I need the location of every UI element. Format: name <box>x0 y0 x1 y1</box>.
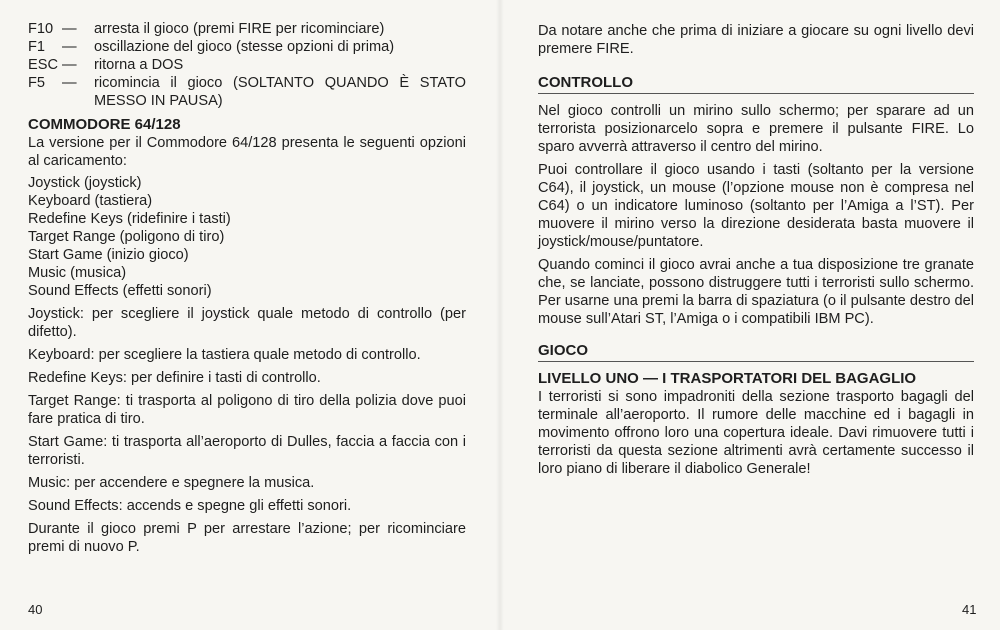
key-label: F1 <box>28 39 46 55</box>
c64-intro-paragraph: La versione per il Commodore 64/128 presenta le seguenti opzioni al caricamento: <box>28 135 466 169</box>
key-row-f10 <box>28 20 466 38</box>
key-description: arresta il gioco (premi FIRE per ricominciare) <box>94 21 385 37</box>
level-heading: LIVELLO UNO — I TRASPORTATORI DEL BAGAGLIO <box>538 370 917 387</box>
option-description: Sound Effects: accends e spegne gli effetti sonori. <box>28 498 352 514</box>
right-column <box>538 22 974 483</box>
option-description: Redefine Keys: per definire i tasti di controllo. <box>28 370 321 386</box>
controllo-paragraph: Puoi controllare il gioco usando i tasti (soltanto per la versione C64), il joystick, un mouse (l’opzione mouse non è compresa nel C64) o un indicatore luminoso (soltanto per l’Amiga a l’ST). Per muovere il mirino verso la direzione desiderata basta muovere il joystick/mouse/puntatore. <box>538 162 974 250</box>
key-dash: — <box>62 75 77 91</box>
key-label: ESC <box>28 57 59 73</box>
option-item: Joystick (joystick) <box>28 175 142 191</box>
section-heading-controllo: CONTROLLO <box>538 74 974 94</box>
key-dash: — <box>62 39 77 55</box>
page-number: 40 <box>28 602 43 617</box>
key-label: F10 <box>28 21 54 37</box>
key-row-f1 <box>28 38 466 56</box>
key-row-esc <box>28 56 466 74</box>
option-item: Target Range (poligono di tiro) <box>28 229 225 245</box>
option-item: Keyboard (tastiera) <box>28 193 153 209</box>
page-number: 41 <box>962 602 977 617</box>
key-dash: — <box>62 21 77 37</box>
left-column <box>28 20 466 561</box>
section-heading-gioco: GIOCO <box>538 342 974 362</box>
key-label: F5 <box>28 75 46 91</box>
key-description: ritorna a DOS <box>94 57 184 73</box>
option-description: Joystick: per scegliere il joystick quale metodo di controllo (per difetto). <box>28 306 466 340</box>
option-description: Start Game: ti trasporta all’aeroporto di Dulles, faccia a faccia con i terroristi. <box>28 434 466 468</box>
right-page <box>500 0 1000 630</box>
option-item: Redefine Keys (ridefinire i tasti) <box>28 211 231 227</box>
option-item: Sound Effects (effetti sonori) <box>28 283 212 299</box>
c64-option-list <box>28 174 466 300</box>
fire-note-paragraph: Da notare anche che prima di iniziare a giocare su ogni livello devi premere FIRE. <box>538 23 974 57</box>
option-description: Music: per accendere e spegnere la musica. <box>28 475 315 491</box>
pause-instructions: Durante il gioco premi P per arrestare l’azione; per ricominciare premi di nuovo P. <box>28 521 466 555</box>
level-paragraph: I terroristi si sono impadroniti della sezione trasporto bagagli del terminale all’aeroporto. Il rumore delle macchine ed i bagagli in movimento offrono loro una copertura ideale. Davi rimuovere tutti i terroristi da questa sezione altrimenti avrà certamente successo il loro piano di liberare il diabolico Generale! <box>538 389 974 477</box>
key-row-f5 <box>28 74 466 110</box>
option-item: Start Game (inizio gioco) <box>28 247 189 263</box>
option-description: Keyboard: per scegliere la tastiera quale metodo di controllo. <box>28 347 421 363</box>
key-description: ricomincia il gioco (SOLTANTO QUANDO È STATO MESSO IN PAUSA) <box>94 75 466 109</box>
option-item: Music (musica) <box>28 265 127 281</box>
controllo-paragraph: Quando comincі il gioco avrai anche a tua disposizione tre granate che, se lanciate, possono distruggere tutti i terroristi sullo schermo. Per usarne una premi la barra di spaziatura (o il pulsante destro del mouse sull’Atari ST, l’Amiga o i compatibili IBM PC). <box>538 257 974 327</box>
option-description: Target Range: ti trasporta al poligono di tiro della polizia dove puoi fare pratica di tiro. <box>28 393 466 427</box>
section-heading-c64: COMMODORE 64/128 <box>28 116 181 133</box>
key-dash: — <box>62 57 77 73</box>
key-description: oscillazione del gioco (stesse opzioni di prima) <box>94 39 395 55</box>
function-key-list <box>28 20 466 110</box>
controllo-paragraph: Nel gioco controlli un mirino sullo schermo; per sparare ad un terrorista posizionarcelo sopra e premere il pulsante FIRE. Lo sparo avverrà attraverso il centro del mirino. <box>538 103 974 155</box>
